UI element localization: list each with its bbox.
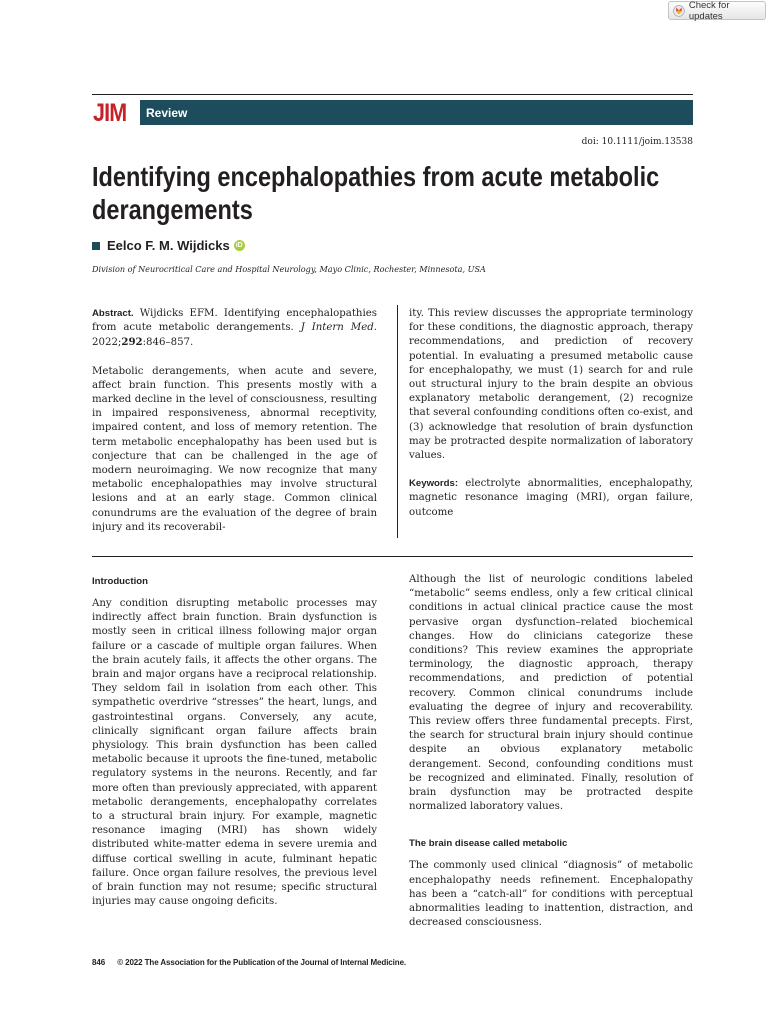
introduction-right-column <box>409 573 693 940</box>
introduction-right-text: Although the list of neurologic conditions labeled “metabolic” seems endless, only a few critical clinical conditions in actual clinical practice cause the most pervasive organ dysfunction–related biochemical changes. How do clinicians categorize these conditions? This review examines the appropriate terminology, the diagnostic approach, therapy recommendations, and prediction of potential recovery. Common clinical conundrums include evaluating the degree of injury and recoverability. This review offers three fundamental precepts. First, the search for structural brain injury should continue despite an obvious explanatory metabolic derangement. Second, confounding conditions must be recognized and eliminated. Finally, resolution of brain dysfunction may be protracted despite normalized laboratory values. <box>409 574 693 813</box>
keywords <box>409 477 693 520</box>
section2-text: The commonly used clinical “diagnosis” of metabolic encephalopathy needs refinement. Encephalopathy has been a “catch-all” for conditions with perceptual abnormalities leading to inattention, distraction, and decreased consciousness. <box>409 860 693 929</box>
abstract-body-left: Metabolic derangements, when acute and severe, affect brain function. This presents mostly with a marked decline in the level of consciousness, resulting in impaired responsiveness, abnormal receptivity, impaired content, and loss of memory retention. The term metabolic encephalopathy has been used but is conjecture that can be challenged in the age of modern neuroimaging. We now recognize that many metabolic encephalopathies may involve structural lesions and at an early stage. Common clinical conundrums are the evaluation of the degree of brain injury and its recoverabil- <box>92 365 377 533</box>
section2-heading: The brain disease called metabolic <box>409 838 568 850</box>
abstract-right-column <box>409 307 693 530</box>
page-footer <box>92 958 406 968</box>
introduction-left-text: Any condition disrupting metabolic processes may indirectly affect brain function. Brain dysfunction is mostly seen in critical illness following major organ failure or a cascade of multiple organ failures. When the brain acutely fails, it affects the other organs. The brain and major organs have a reciprocal relationship. They seldom fail in isolation from each other. This sympathetic overdrive “stresses” the heart, lungs, and gastrointestinal organs. Conversely, any acute, clinically significant organ failure affects brain physiology. This brain dysfunction has been called metabolic because it uproots the fine-tuned, metabolic regulatory systems in the neurons. Recently, and far more often than previously appreciated, with apparent metabolic derangements, encephalopathy correlates to a structural brain injury. For example, magnetic resonance imaging (MRI) has shown widely distributed white-matter edema in severe uremia and diffuse cortical swelling in acute, fulminant hepatic failure. Once organ failure resolves, the previous level of brain function may not resume; specific structural injuries may cause ongoing deficits. <box>92 598 377 908</box>
introduction-left-column <box>92 576 377 919</box>
author-name[interactable]: Eelco F. M. Wijdicks <box>107 238 230 253</box>
journal-logo: JIM <box>93 99 127 127</box>
introduction-heading: Introduction <box>92 576 148 587</box>
author-bullet-icon <box>92 242 100 250</box>
doi-link[interactable]: doi: 10.1111/joim.13538 <box>581 137 693 147</box>
check-for-updates-label: Check for updates <box>688 0 730 22</box>
top-rule <box>92 94 693 95</box>
affiliation: Division of Neurocritical Care and Hospital Neurology, Mayo Clinic, Rochester, Minnesota, USA <box>92 264 486 274</box>
abstract-rule <box>92 556 693 557</box>
citation-pages: :846–857. <box>142 337 194 349</box>
abstract-citation <box>92 307 377 351</box>
citation-volume: 292 <box>121 336 143 349</box>
section-bar <box>140 100 693 125</box>
citation-year: 2022; <box>92 337 122 349</box>
crossmark-icon <box>673 5 685 17</box>
column-divider <box>397 305 398 538</box>
section-label: Review <box>146 106 188 120</box>
citation-journal: J Intern Med. <box>300 322 377 334</box>
orcid-icon[interactable]: iD <box>235 242 243 249</box>
abstract-left-column <box>92 307 377 545</box>
author-line <box>92 238 245 253</box>
check-for-updates-button[interactable] <box>668 1 766 20</box>
article-title: Identifying encephalopathies from acute metabolic derangements <box>92 161 660 225</box>
copyright: © 2022 The Association for the Publication of the Journal of Internal Medicine. <box>117 958 407 967</box>
page-number: 846 <box>92 958 106 967</box>
keywords-text: electrolyte abnormalities, encephalopathy, magnetic resonance imaging (MRI), organ failure, outcome <box>409 478 693 518</box>
citation-text: Wijdicks EFM. Identifying encephalopathies from acute metabolic derangements. <box>92 308 377 334</box>
abstract-body-right: ity. This review discusses the appropriate terminology for these conditions, the diagnostic approach, therapy recommendations, and prediction of recovery potential. In evaluating a presumed metabolic cause for encephalopathy, we must (1) search for and rule out structural injury to the brain despite an obvious explanatory metabolic derangement, (2) recognize that several confounding conditions often co-exist, and (3) acknowledge that resolution of brain dysfunction may be protracted despite normalization of laboratory values. <box>409 308 693 462</box>
keywords-label: Keywords: <box>409 478 459 490</box>
abstract-label: Abstract. <box>92 308 134 319</box>
